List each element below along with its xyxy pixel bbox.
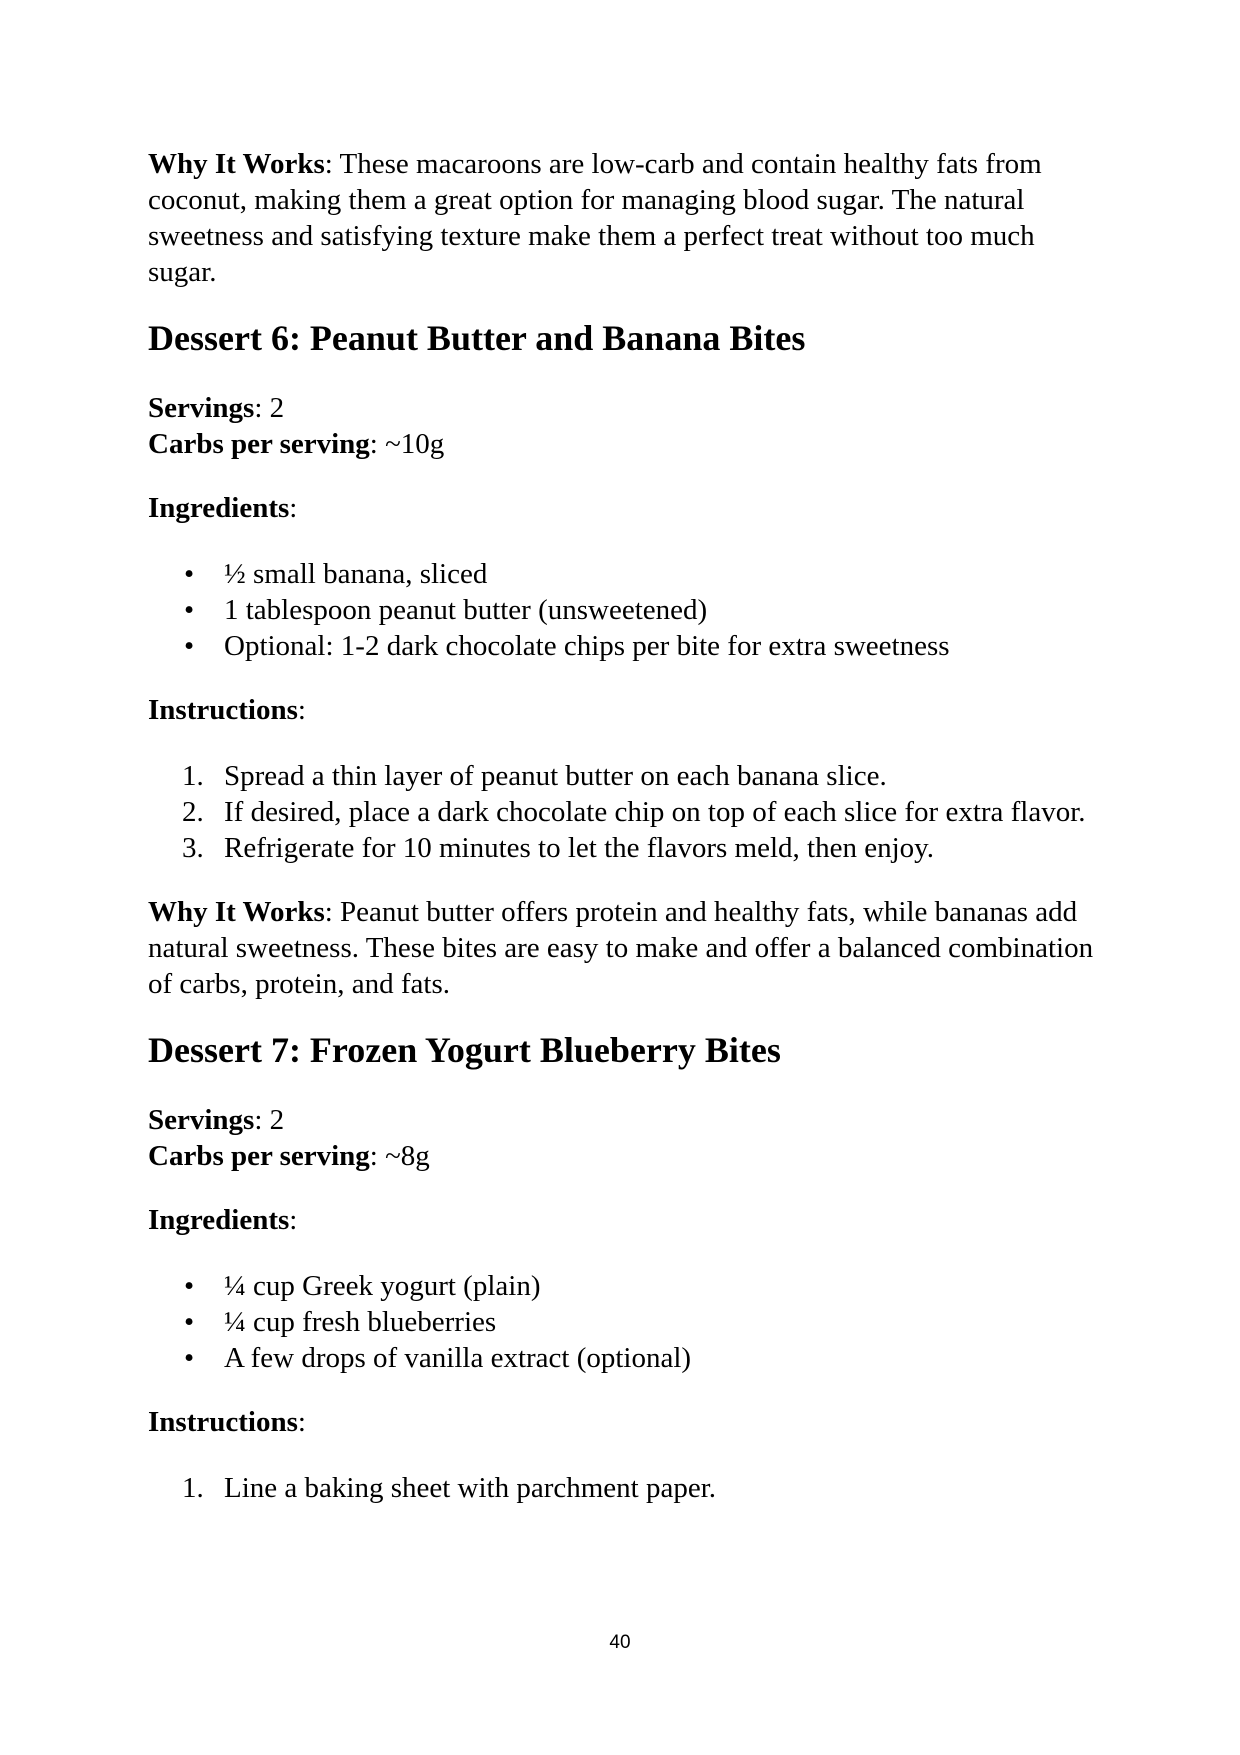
servings-label: Servings <box>148 392 255 424</box>
step-number: 1. <box>182 1472 204 1504</box>
ingredients-label: Ingredients <box>148 1204 290 1236</box>
instructions-heading <box>148 692 1108 728</box>
ingredient-item <box>148 1340 1108 1376</box>
ingredients-heading <box>148 1202 1108 1238</box>
instructions-list <box>148 758 1108 866</box>
bullet: • <box>184 558 195 590</box>
step-number: 3. <box>182 832 204 864</box>
instructions-list <box>148 1470 1108 1506</box>
ingredient-text: 1 tablespoon peanut butter (unsweetened) <box>224 594 708 626</box>
colon: : <box>289 492 298 524</box>
ingredients-label: Ingredients <box>148 492 290 524</box>
bullet: • <box>184 630 195 662</box>
ingredients-list <box>148 1268 1108 1376</box>
ingredient-text: ¼ cup Greek yogurt (plain) <box>224 1270 541 1302</box>
recipe-title: Dessert 6: Peanut Butter and Banana Bites <box>148 318 806 358</box>
ingredient-text: A few drops of vanilla extract (optional) <box>224 1342 692 1374</box>
servings-line <box>148 390 1108 426</box>
bullet: • <box>184 594 195 626</box>
ingredients-list <box>148 556 1108 664</box>
instruction-step <box>148 794 1108 830</box>
page-number: 40 <box>609 1632 631 1653</box>
instructions-label: Instructions <box>148 694 298 726</box>
bullet: • <box>184 1306 195 1338</box>
step-number: 1. <box>182 760 204 792</box>
step-number: 2. <box>182 796 204 828</box>
instruction-text: Spread a thin layer of peanut butter on each banana slice. <box>224 760 887 792</box>
why-it-works-paragraph <box>148 146 1108 290</box>
servings-label: Servings <box>148 1104 255 1136</box>
instruction-text: Line a baking sheet with parchment paper. <box>224 1472 717 1504</box>
recipe-title: Dessert 7: Frozen Yogurt Blueberry Bites <box>148 1030 781 1070</box>
instructions-label: Instructions <box>148 1406 298 1438</box>
page-content <box>148 146 1108 1534</box>
why-it-works-label: Why It Works <box>148 896 325 928</box>
carbs-line <box>148 1138 1108 1174</box>
carbs-label: Carbs per serving <box>148 1140 370 1172</box>
why-it-works-paragraph <box>148 894 1108 1002</box>
ingredient-item <box>148 1268 1108 1304</box>
ingredient-text: ½ small banana, sliced <box>224 558 488 590</box>
carbs-label: Carbs per serving <box>148 428 370 460</box>
servings-value: : 2 <box>254 392 285 424</box>
bullet: • <box>184 1270 195 1302</box>
carbs-line <box>148 426 1108 462</box>
instruction-text: If desired, place a dark chocolate chip on top of each slice for extra flavor. <box>224 796 1086 828</box>
instruction-step <box>148 758 1108 794</box>
servings-value: : 2 <box>254 1104 285 1136</box>
ingredient-item <box>148 556 1108 592</box>
instruction-text: Refrigerate for 10 minutes to let the flavors meld, then enjoy. <box>224 832 935 864</box>
ingredient-text: ¼ cup fresh blueberries <box>224 1306 497 1338</box>
bullet: • <box>184 1342 195 1374</box>
ingredients-heading <box>148 490 1108 526</box>
ingredient-text: Optional: 1-2 dark chocolate chips per bite for extra sweetness <box>224 630 950 662</box>
colon: : <box>297 694 306 726</box>
carbs-value: : ~10g <box>369 428 445 460</box>
why-it-works-text: : Peanut butter offers protein and healthy fats, while bananas add natural sweetness. These bites are easy to make and offer a balanced combination of carbs, protein, and fats. <box>148 896 1094 1000</box>
carbs-value: : ~8g <box>369 1140 430 1172</box>
colon: : <box>297 1406 306 1438</box>
colon: : <box>289 1204 298 1236</box>
instruction-step <box>148 1470 1108 1506</box>
why-it-works-label: Why It Works <box>148 148 325 180</box>
instruction-step <box>148 830 1108 866</box>
ingredient-item <box>148 1304 1108 1340</box>
ingredient-item <box>148 592 1108 628</box>
why-it-works-text: : These macaroons are low-carb and contain healthy fats from coconut, making them a great option for managing blood sugar. The natural sweetness and satisfying texture make them a perfect treat without too much sugar. <box>148 148 1042 288</box>
instructions-heading <box>148 1404 1108 1440</box>
servings-line <box>148 1102 1108 1138</box>
ingredient-item <box>148 628 1108 664</box>
